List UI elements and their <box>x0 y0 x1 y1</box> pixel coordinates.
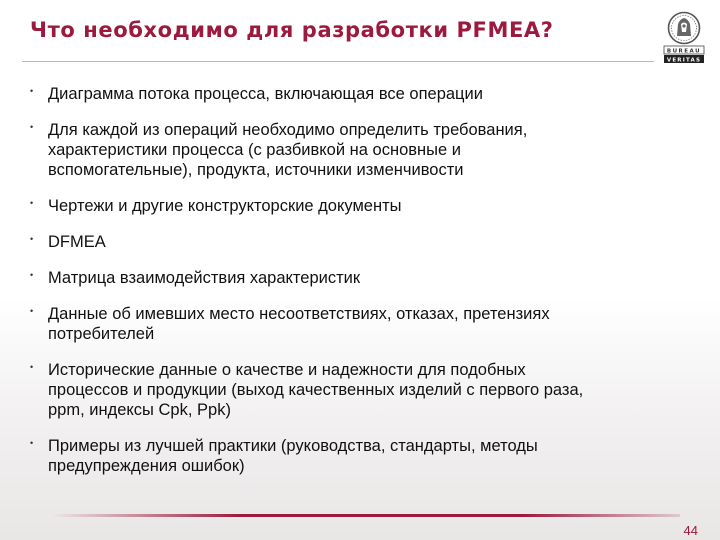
bullet-item <box>30 84 690 104</box>
bullet-dot-icon: • <box>30 306 34 316</box>
bullet-dot-icon: • <box>30 270 34 280</box>
bullet-line: Чертежи и другие конструкторские документы <box>48 197 402 215</box>
bullet-dot-icon: • <box>30 438 34 448</box>
logo-text-bureau: BUREAU <box>666 48 702 55</box>
bullet-item <box>30 196 690 216</box>
bullet-line: ppm, индексы Cpk, Ppk) <box>48 401 231 419</box>
bullet-dot-icon: • <box>30 86 34 96</box>
bullet-line: Примеры из лучшей практики (руководства, стандарты, методы <box>48 437 538 455</box>
slide-title: Что необходимо для разработки PFMEA? <box>30 18 554 42</box>
bullet-item <box>30 232 690 252</box>
bullet-line: потребителей <box>48 325 155 343</box>
bullet-item <box>30 360 690 420</box>
bullet-line: Данные об имевших место несоответствиях, отказах, претензиях <box>48 305 550 323</box>
bullet-line: Диаграмма потока процесса, включающая все операции <box>48 85 483 103</box>
bullet-item <box>30 268 690 288</box>
logo-text-veritas: VERITAS <box>666 57 702 64</box>
bullet-line: Матрица взаимодействия характеристик <box>48 269 361 287</box>
bullet-line: предупреждения ошибок) <box>48 457 245 475</box>
bullet-line: DFMEA <box>48 233 106 251</box>
bullet-dot-icon: • <box>30 362 34 372</box>
bullet-line: вспомогательные), продукта, источники изменчивости <box>48 161 464 179</box>
bullet-line: процессов и продукции (выход качественных изделий с первого раза, <box>48 381 584 399</box>
bullet-line: Для каждой из операций необходимо определить требования, <box>48 121 528 139</box>
bullet-item <box>30 304 690 344</box>
page-number: 44 <box>683 523 698 538</box>
bullet-dot-icon: • <box>30 234 34 244</box>
title-divider <box>22 61 654 62</box>
bureau-veritas-seal-icon <box>669 13 700 44</box>
bullet-dot-icon: • <box>30 122 34 132</box>
bullet-dot-icon: • <box>30 198 34 208</box>
bullet-list <box>30 84 690 492</box>
bullet-line: характеристики процесса (с разбивкой на основные и <box>48 141 461 159</box>
bullet-item <box>30 120 690 180</box>
bureau-veritas-logo <box>660 10 708 66</box>
bullet-line: Исторические данные о качестве и надежности для подобных <box>48 361 526 379</box>
bullet-item <box>30 436 690 476</box>
footer-divider <box>52 514 680 517</box>
